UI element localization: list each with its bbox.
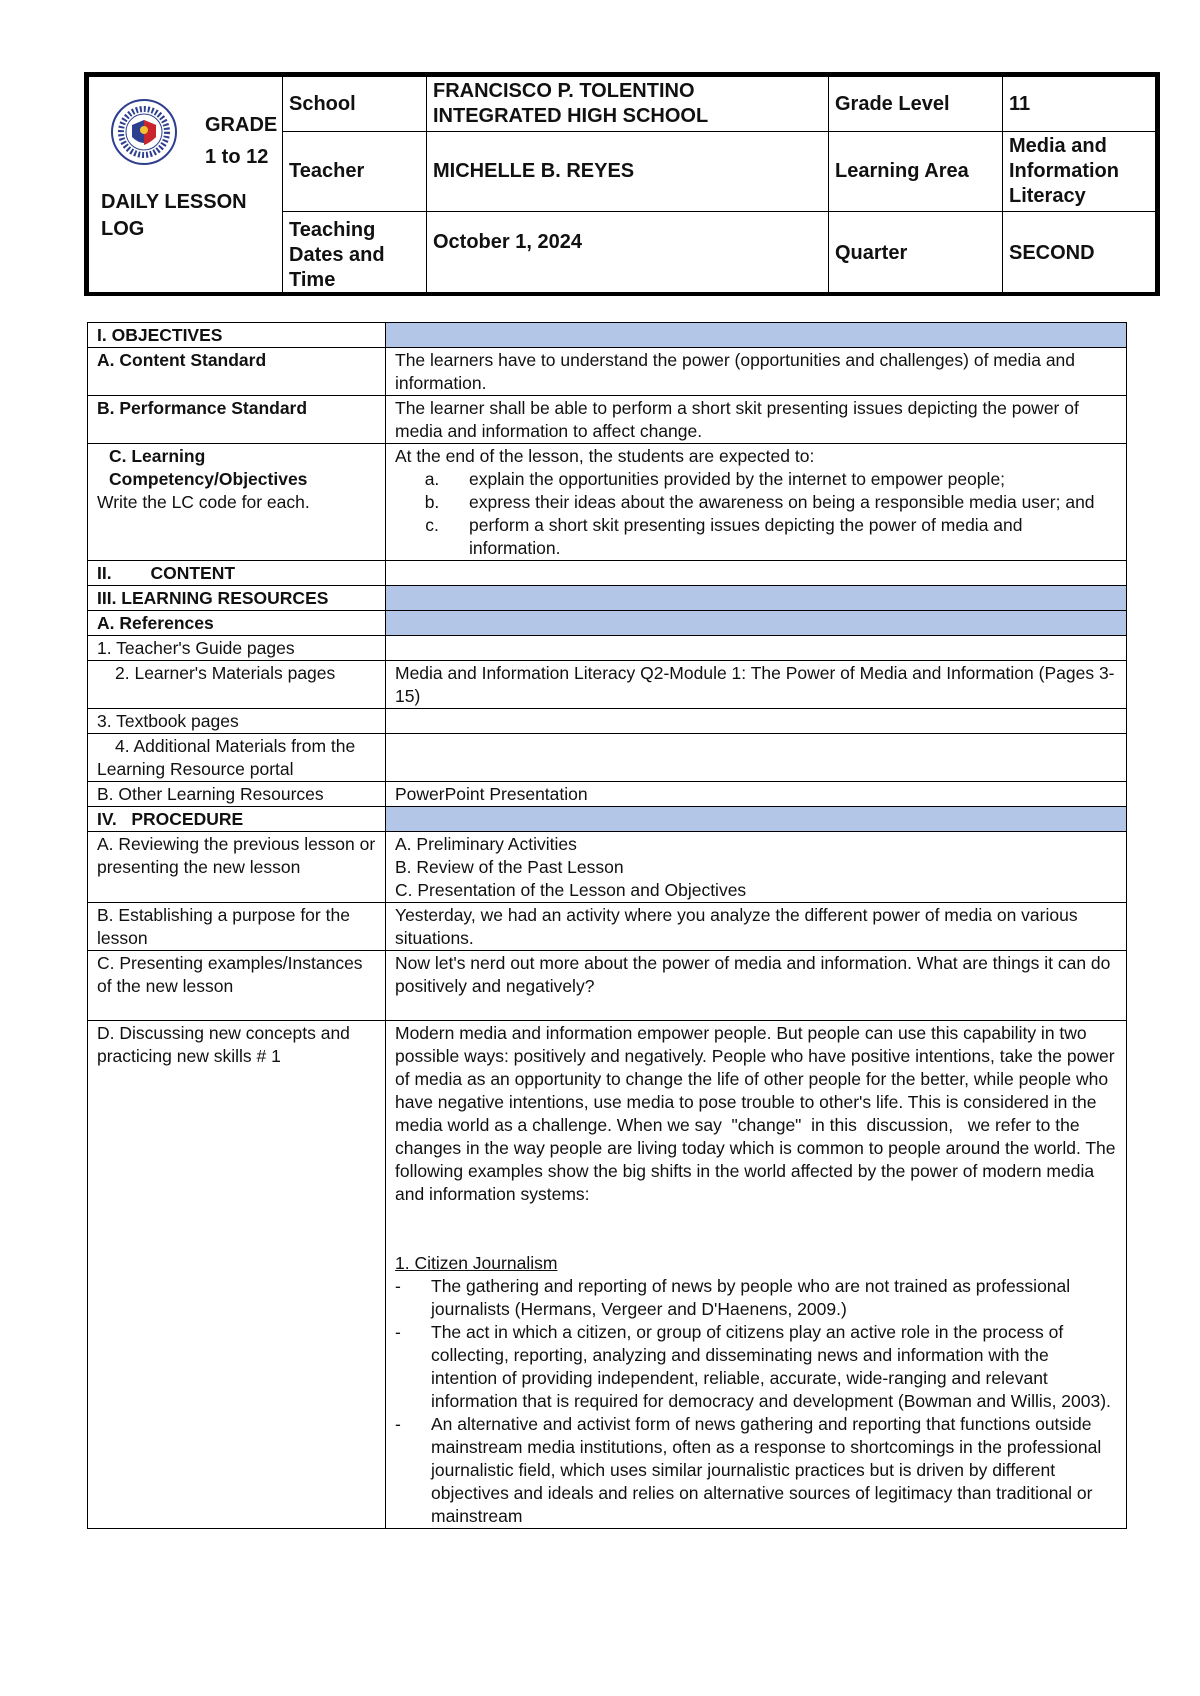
competency-note: Write the LC code for each. [97, 492, 310, 512]
resources-heading: III. LEARNING RESOURCES [88, 586, 386, 611]
other-resources-text: PowerPoint Presentation [386, 782, 1127, 807]
teaching-dates-label: Teaching Dates and Time [283, 212, 427, 296]
table-row [88, 396, 1127, 444]
doc-title-line1: DAILY LESSON [101, 191, 247, 213]
shaded-cell [386, 807, 1127, 832]
table-row [88, 661, 1127, 709]
competency-intro: At the end of the lesson, the students are expected to: [395, 446, 815, 466]
discussing-text: Modern media and information empower people. But people can use this capability in two possible ways: positively and negatively. People who have positive intentions, take the power of media as an opportunity to change the life of other people for the better, while people who have negative intentions, use media to pose trouble to other's life. This is considered in the media world as a challenge. When we say "change" in this discussion, we refer to the changes in the way people are living today which is common to people around the world. The following examples show the big shifts in the world affected by the power of modern media and information systems: [395, 1023, 1121, 1204]
learning-area-label: Learning Area [829, 132, 1003, 212]
teacher-label: Teacher [283, 132, 427, 212]
learners-materials-text: Media and Information Literacy Q2-Module 1: The Power of Media and Information (Pages 3-15) [386, 661, 1127, 709]
objectives-list [395, 468, 1117, 560]
purpose-text: Yesterday, we had an activity where you analyze the different power of media on various situations. [386, 903, 1127, 951]
discussing-label: D. Discussing new concepts and practicing new skills # 1 [88, 1021, 386, 1529]
additional-materials-value [386, 734, 1127, 782]
teaching-dates-value: October 1, 2024 [427, 212, 829, 296]
table-row [88, 951, 1127, 1021]
references-row [88, 611, 1127, 636]
shaded-cell [386, 323, 1127, 348]
logo-cell [89, 77, 283, 296]
quarter-label: Quarter [829, 212, 1003, 296]
list-item: a. explain the opportunities provided by the internet to empower people; [424, 469, 1006, 489]
other-resources-label: B. Other Learning Resources [88, 782, 386, 807]
examples-label: C. Presenting examples/Instances of the new lesson [88, 951, 386, 1021]
table-row [88, 1021, 1127, 1529]
textbook-value [386, 709, 1127, 734]
deped-seal-icon [111, 99, 177, 165]
content-heading: II. CONTENT [88, 561, 386, 586]
content-standard-label: A. Content Standard [88, 348, 386, 396]
quarter-value: SECOND [1003, 212, 1156, 296]
examples-text: Now let's nerd out more about the power of media and information. What are things it can do positively and negatively? [386, 951, 1127, 1021]
table-row [88, 636, 1127, 661]
grade-level-value: 11 [1003, 77, 1156, 132]
table-row [88, 782, 1127, 807]
shaded-cell [386, 586, 1127, 611]
resources-heading-row [88, 586, 1127, 611]
competency-label: C. Learning Competency/Objectives Write the LC code for each. [88, 444, 386, 561]
teachers-guide-value [386, 636, 1127, 661]
additional-materials-label: 4. Additional Materials from the Learning Resource portal [88, 734, 386, 782]
content-value [386, 561, 1127, 586]
subtopic-title: 1. Citizen Journalism [395, 1253, 558, 1273]
content-standard-text: The learners have to understand the power (opportunities and challenges) of media and information. [386, 348, 1127, 396]
list-item: - The gathering and reporting of news by people who are not trained as professional journalists (Hermans, Vergeer and D'Haenens, 2009.) [395, 1276, 1071, 1319]
lesson-log-table [87, 322, 1127, 1529]
table-row [88, 734, 1127, 782]
references-label: A. References [88, 611, 386, 636]
list-item: - An alternative and activist form of news gathering and reporting that functions outside mainstream media institutions, often as a response to shortcomings in the professional journalistic field, which uses similar journalistic practices but is driven by different objectives and ideals and relies on alternative sources of legitimacy than traditional or mainstream [395, 1414, 1102, 1526]
procedure-heading: IV. PROCEDURE [88, 807, 386, 832]
table-row [88, 444, 1127, 561]
dll-header [84, 72, 1160, 296]
textbook-label: 3. Textbook pages [88, 709, 386, 734]
competency-objectives [386, 444, 1127, 561]
review-activities: A. Preliminary Activities B. Review of the Past Lesson C. Presentation of the Lesson and Objectives [386, 832, 1127, 903]
table-row [88, 903, 1127, 951]
purpose-label: B. Establishing a purpose for the lesson [88, 903, 386, 951]
learning-area-value: Media and Information Literacy [1003, 132, 1156, 212]
list-item: c. perform a short skit presenting issues depicting the power of media and information. [425, 515, 1023, 558]
list-item: - The act in which a citizen, or group of citizens play an active role in the process of collecting, reporting, analyzing and disseminating news and information with the intention of providing independent, reliable, accurate, wide-ranging and relevant information that is required for democracy and development (Bowman and Willis, 2003). [395, 1322, 1111, 1411]
objectives-heading: I. OBJECTIVES [88, 323, 386, 348]
learners-materials-label: 2. Learner's Materials pages [88, 661, 386, 709]
list-item: b. express their ideas about the awareness on being a responsible media user; and [424, 492, 1095, 512]
performance-standard-text: The learner shall be able to perform a short skit presenting issues depicting the power of media and information to affect change. [386, 396, 1127, 444]
review-label: A. Reviewing the previous lesson or presenting the new lesson [88, 832, 386, 903]
performance-standard-label: B. Performance Standard [88, 396, 386, 444]
procedure-heading-row [88, 807, 1127, 832]
school-value: FRANCISCO P. TOLENTINO INTEGRATED HIGH SCHOOL [427, 77, 829, 132]
teachers-guide-label: 1. Teacher's Guide pages [88, 636, 386, 661]
grade-level-label: Grade Level [829, 77, 1003, 132]
doc-title-line2: LOG [101, 218, 145, 240]
table-row [88, 709, 1127, 734]
shaded-cell [386, 611, 1127, 636]
objectives-heading-row [88, 323, 1127, 348]
grade-range: 1 to 12 [205, 146, 269, 168]
table-row [88, 832, 1127, 903]
school-label: School [283, 77, 427, 132]
teacher-value: MICHELLE B. REYES [427, 132, 829, 212]
content-row [88, 561, 1127, 586]
grade-label: GRADE [205, 114, 278, 136]
table-row [88, 348, 1127, 396]
discussing-content [386, 1021, 1127, 1529]
citizen-journalism-list [395, 1275, 1117, 1528]
